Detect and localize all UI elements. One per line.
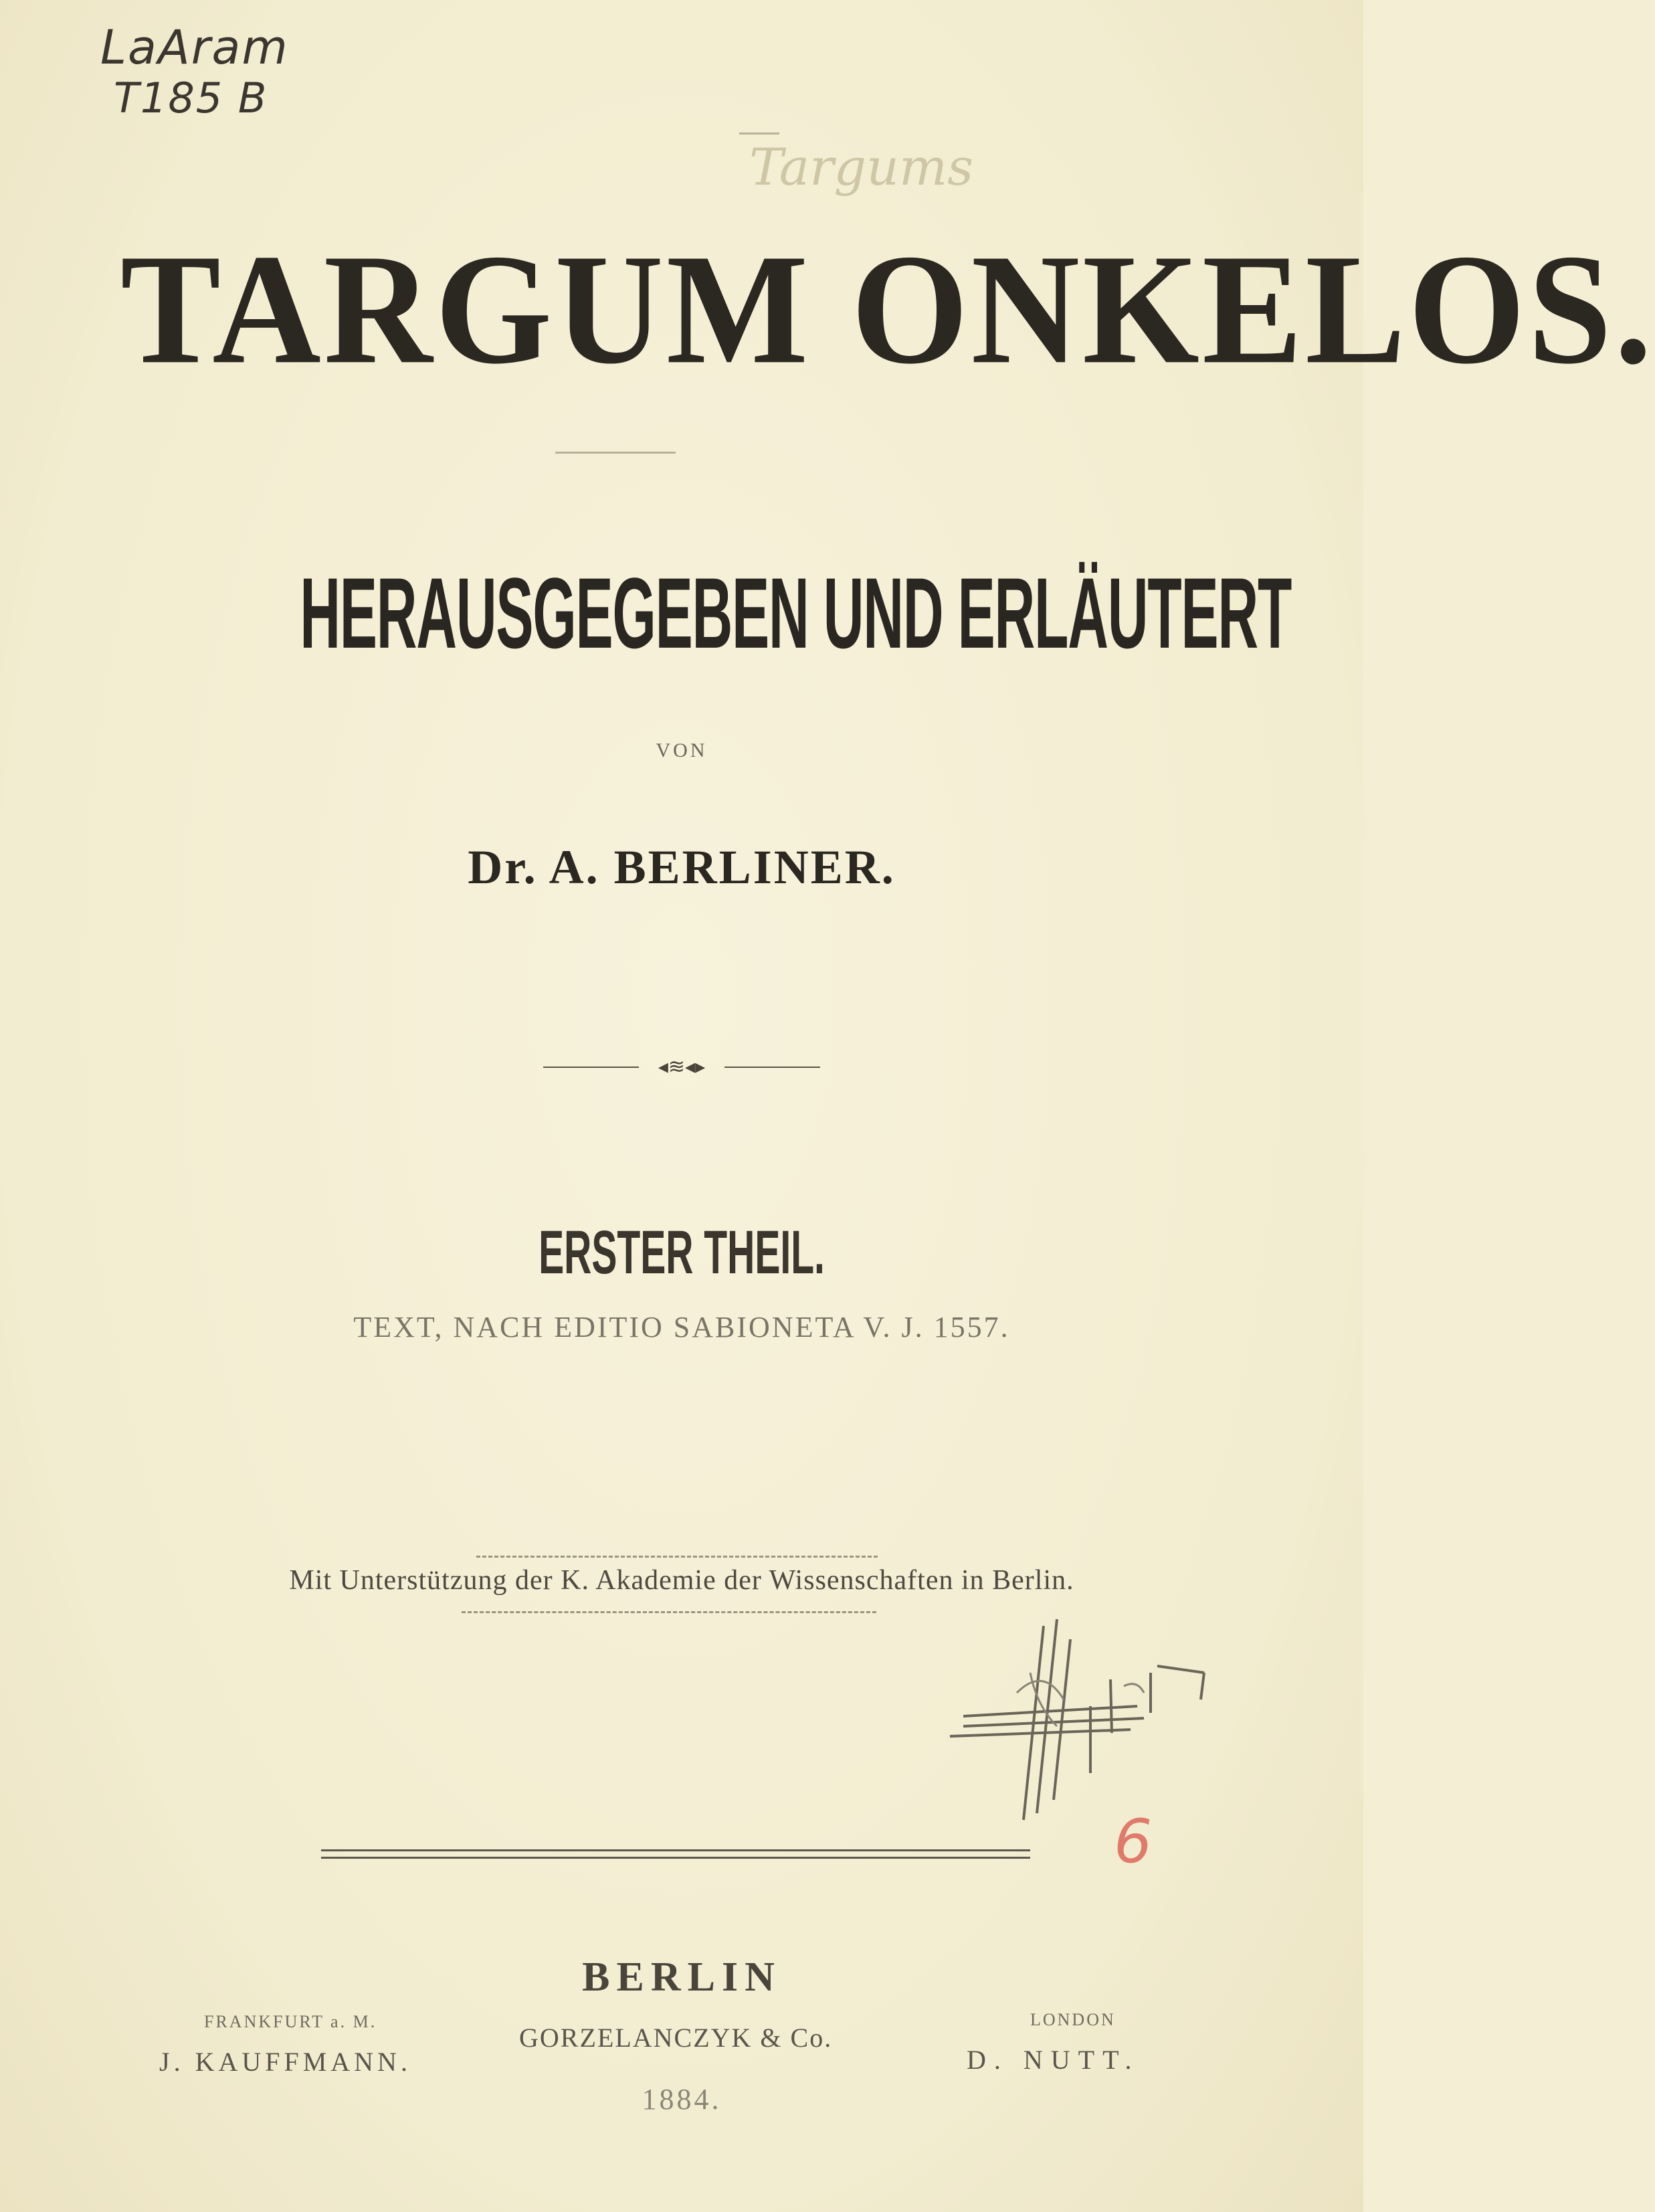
imprint-rule-lower bbox=[321, 1857, 1030, 1859]
imprint-right-publisher: D. NUTT. bbox=[967, 2045, 1140, 2075]
book-title: TARGUM ONKELOS. bbox=[120, 221, 1655, 397]
support-rule-bottom bbox=[462, 1611, 876, 1613]
part-heading: ERSTER THEIL. bbox=[539, 1218, 825, 1287]
ornament-icon: ◂≋◂▸ bbox=[658, 1056, 706, 1078]
support-line: Mit Unterstützung der K. Akademie der Wissenschaften in Berlin. bbox=[289, 1565, 1074, 1596]
ornament-rule-left bbox=[543, 1067, 639, 1068]
red-handwritten-mark: 6 bbox=[1114, 1807, 1153, 1877]
ornament-rule-right bbox=[724, 1067, 820, 1068]
imprint-left-city: FRANKFURT a. M. bbox=[204, 2012, 377, 2031]
shelf-mark-line-1: LaAram bbox=[100, 20, 289, 75]
library-stamp-icon bbox=[937, 1599, 1218, 1833]
support-rule-top bbox=[476, 1556, 878, 1558]
title-divider bbox=[555, 452, 676, 454]
imprint-right-city: LONDON bbox=[1030, 2010, 1116, 2029]
edition-line: TEXT, NACH EDITIO SABIONETA V. J. 1557. bbox=[353, 1311, 1010, 1344]
author-name: Dr. A. BERLINER. bbox=[468, 840, 896, 894]
imprint-city: BERLIN bbox=[582, 1954, 781, 2000]
by-line: VON bbox=[656, 739, 708, 761]
top-short-rule bbox=[739, 132, 779, 134]
imprint-left-publisher: J. KAUFFMANN. bbox=[159, 2047, 411, 2077]
imprint-year: 1884. bbox=[642, 2083, 722, 2116]
subtitle: HERAUSGEGEBEN UND ERLÄUTERT bbox=[300, 557, 1292, 669]
imprint-rule-upper bbox=[321, 1849, 1030, 1851]
imprint-middle-publisher: GORZELANCZYK & Co. bbox=[519, 2023, 833, 2053]
shelf-mark-line-2: T185 B bbox=[114, 74, 268, 122]
faint-handwritten-note: Targums bbox=[749, 137, 974, 197]
